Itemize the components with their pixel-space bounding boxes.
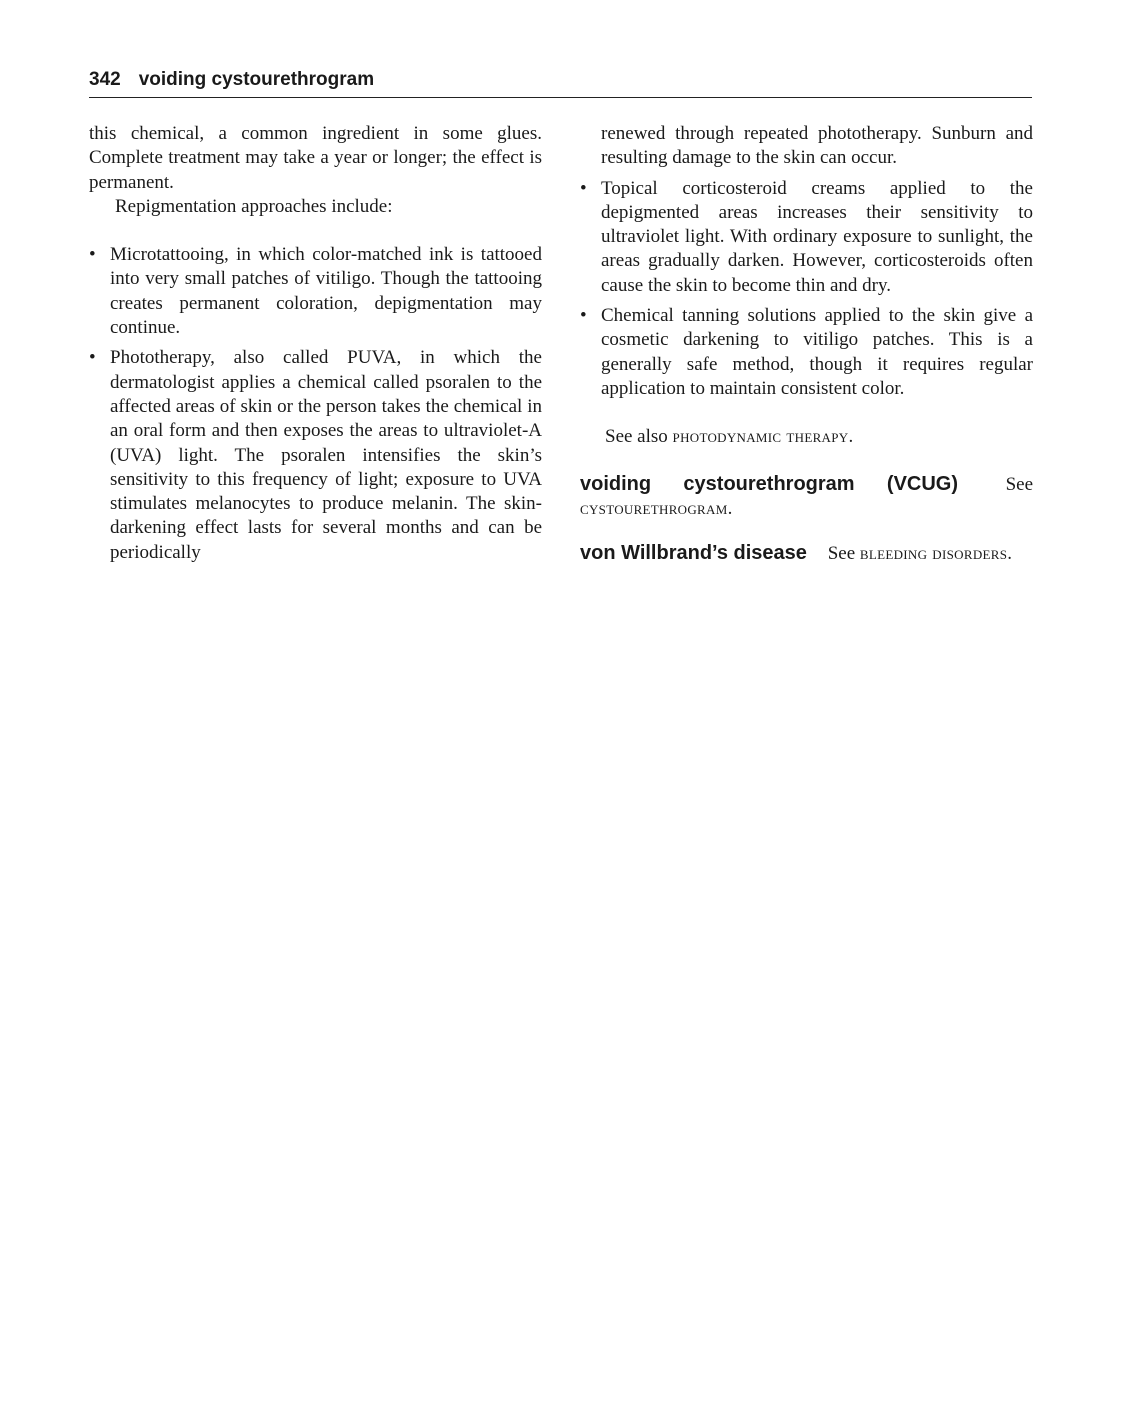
running-head (89, 66, 1032, 98)
see-label: See (827, 543, 856, 565)
right-column (580, 122, 1033, 566)
list-item (580, 304, 1033, 401)
running-title: voiding cystourethrogram (138, 69, 375, 90)
bullet-marker: • (89, 244, 96, 266)
repigmentation-intro: Repigmentation approaches include: (115, 195, 393, 217)
list-item-text: Chemical tanning solutions applied to the skin give a cosmetic darkening to vitiligo patches. This is a generally safe method, though it requires regular application to maintain consistent color. (601, 305, 1033, 399)
entry-headword: voiding cystourethrogram (VCUG) (580, 472, 959, 495)
see-also (580, 425, 1033, 449)
bullet-marker: • (580, 177, 587, 199)
repigmentation-list (89, 243, 542, 565)
left-column (89, 122, 542, 571)
see-label: See (1005, 473, 1033, 495)
cross-reference-link[interactable]: cystourethrogram. (580, 497, 733, 519)
cross-reference-link[interactable]: bleeding disorders. (859, 543, 1013, 565)
page-number: 342 (89, 69, 121, 90)
spacer (89, 219, 542, 243)
see-also-label: See also (605, 426, 668, 448)
list-item-text: Phototherapy, also called PUVA, in which the dermatologist applies a chemical called psoralen to the affected areas of skin or the person takes the chemical in an oral form and then exposes the areas to ultraviolet-A (UVA) light. The psoralen intensifies the skin’s sensitivity to this frequency of light; exposure to UVA stimulates melanocytes to produce melanin. The skin-darkening effect lasts for several months and can be periodically (110, 347, 542, 563)
list-item-text: Microtattooing, in which color-matched ink is tattooed into very small patches of vitiligo. Though the tattooing creates permanent coloration, depigmentation may continue. (110, 244, 542, 339)
list-item (89, 346, 542, 565)
cross-reference-link[interactable]: photodynamic therapy. (672, 426, 854, 448)
list-item (89, 243, 542, 340)
dictionary-entry (580, 541, 1033, 566)
list-item (580, 177, 1033, 298)
bullet-marker: • (89, 347, 96, 369)
paragraph-continuation: this chemical, a common ingredient in some glues. Complete treatment may take a year or longer; the effect is permanent. (89, 123, 542, 193)
entry-headword: von Willbrand’s disease (580, 542, 807, 565)
bullet-marker: • (580, 305, 587, 327)
bullet-continuation: renewed through repeated phototherapy. Sunburn and resulting damage to the skin can occur. (601, 123, 1033, 169)
repigmentation-list-continued (580, 177, 1033, 402)
list-item-text: Topical corticosteroid creams applied to the depigmented areas increases their sensitivity to ultraviolet light. With ordinary exposure to sunlight, the areas gradually darken. However, corticosteroids often cause the skin to become thin and dry. (601, 177, 1033, 296)
dictionary-entry (580, 472, 1033, 522)
